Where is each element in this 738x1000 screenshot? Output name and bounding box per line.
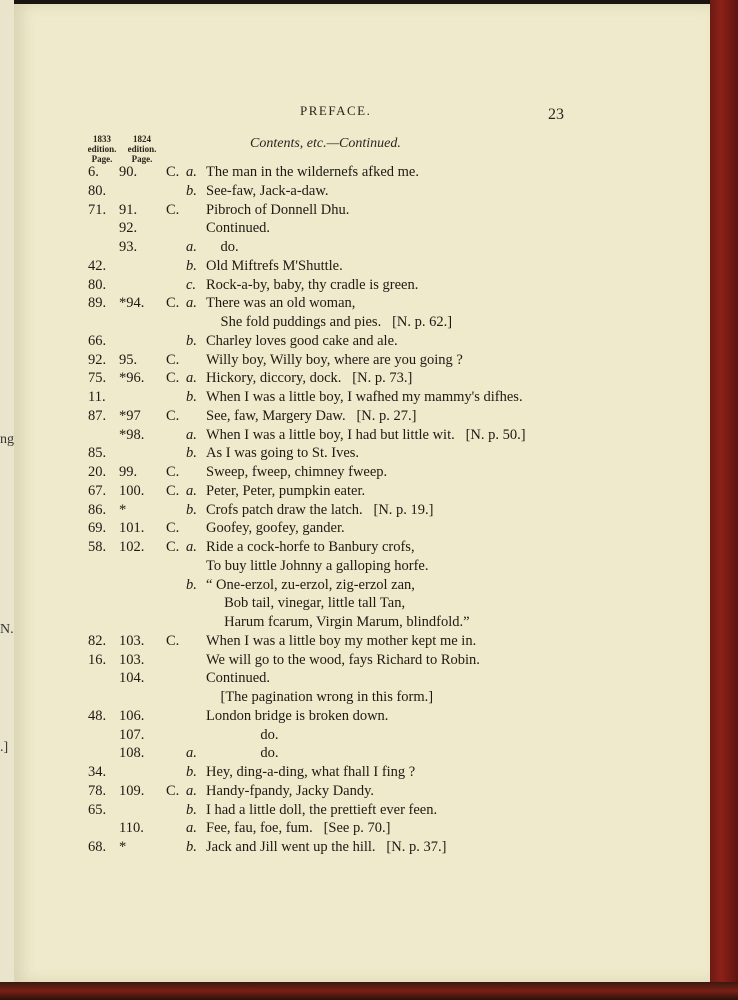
page-1833: 82. (88, 632, 107, 649)
page-1824: *97 (119, 407, 141, 424)
page-1824: 106. (119, 707, 145, 724)
page-number: 23 (548, 106, 564, 123)
entry-text: As I was going to St. Ives. (206, 445, 360, 462)
entry-text: Continued. (206, 220, 271, 237)
c-mark: C. (166, 464, 180, 480)
column-header-1833 (84, 134, 120, 164)
entry-text: Hey, ding-a-ding, what fhall I fing ? (206, 764, 416, 780)
page-1833: 80. (88, 182, 107, 199)
sub-letter: b. (186, 257, 197, 274)
column-header-1824 (124, 134, 160, 164)
entry-text: Hickory, diccory, dock. [N. p. 73.] (206, 370, 413, 387)
c-mark: C. (166, 351, 180, 368)
entry-text: Willy boy, Willy boy, where are you going ? (206, 351, 463, 368)
column-header-line: Page. (131, 154, 153, 164)
sub-letter: a. (186, 482, 197, 499)
page-1833: 11. (88, 389, 106, 405)
c-mark: C. (166, 164, 180, 180)
entry-text: Ride a cock-horfe to Banbury crofs, (206, 539, 415, 555)
entry-text: do. (206, 745, 279, 762)
page-1824: *96. (119, 370, 145, 387)
page-1833: 86. (88, 501, 107, 518)
page-1824: 110. (119, 820, 144, 837)
page-1833: 6. (88, 164, 99, 180)
sub-letter: a. (186, 295, 197, 312)
page-1833: 80. (88, 276, 107, 293)
c-mark: C. (166, 201, 180, 218)
entry-text: She fold puddings and pies. [N. p. 62.] (206, 314, 453, 330)
sub-letter: a. (186, 782, 197, 799)
entry-text: When I was a little boy my mother kept me in. (206, 632, 477, 649)
page-1833: 58. (88, 539, 107, 555)
entry-text: Pibroch of Donnell Dhu. (206, 201, 350, 218)
sub-letter: a. (186, 164, 197, 180)
sub-letter: a. (186, 539, 197, 555)
margin-mark: .] (0, 740, 9, 755)
entry-text: Crofs patch draw the latch. [N. p. 19.] (206, 501, 434, 518)
entry-text: When I was a little boy, I wafhed my mammy's difhes. (206, 389, 523, 405)
page-1833: 75. (88, 370, 107, 387)
sub-letter: b. (186, 801, 197, 818)
sub-letter: a. (186, 745, 197, 762)
page-1824: 91. (119, 201, 138, 218)
sub-letter: a. (186, 239, 197, 255)
entry-text: Jack and Jill went up the hill. [N. p. 37.] (206, 839, 447, 855)
entry-text: Old Miftrefs M'Shuttle. (206, 257, 343, 274)
book-cover-edge (710, 0, 738, 1000)
entry-text: London bridge is broken down. (206, 707, 389, 724)
page-1833: 66. (88, 332, 107, 349)
page-1833: 65. (88, 801, 107, 818)
page-1833: 20. (88, 464, 107, 480)
sub-letter: c. (186, 276, 197, 293)
margin-mark: N. (0, 622, 14, 637)
c-mark: C. (166, 482, 180, 499)
entry-text: Bob tail, vinegar, little tall Tan, (206, 595, 406, 612)
page-1824: 108. (119, 745, 145, 762)
page-1824: 103. (119, 651, 145, 668)
entry-text: Rock-a-by, baby, thy cradle is green. (206, 276, 419, 293)
page-1824: 100. (119, 482, 145, 499)
sub-letter: b. (186, 445, 197, 462)
entry-text: Harum fcarum, Virgin Marum, blindfold.” (206, 614, 470, 630)
sub-letter: b. (186, 501, 197, 518)
entry-text: I had a little doll, the prettieft ever feen. (206, 801, 438, 818)
entry-text: Peter, Peter, pumpkin eater. (206, 482, 366, 499)
sub-letter: b. (186, 576, 197, 593)
sub-letter: a. (186, 370, 197, 387)
entry-text: do. (206, 239, 239, 255)
c-mark: C. (166, 782, 180, 799)
entry-text: [The pagination wrong in this form.] (206, 689, 434, 705)
entry-text: We will go to the wood, fays Richard to Robin. (206, 651, 480, 668)
page-1833: 85. (88, 445, 107, 462)
page-1833: 71. (88, 201, 107, 218)
page-1833: 16. (88, 651, 107, 668)
page-1833: 78. (88, 782, 107, 799)
entry-text: See-faw, Jack-a-daw. (206, 182, 329, 199)
page-1833: 92. (88, 351, 107, 368)
entry-text: Handy-fpandy, Jacky Dandy. (206, 782, 375, 799)
page-1824: 107. (119, 726, 145, 743)
entry-text: There was an old woman, (206, 295, 356, 312)
page-1824: 95. (119, 351, 138, 368)
entry-text: Goofey, goofey, gander. (206, 520, 345, 537)
entry-text: Sweep, fweep, chimney fweep. (206, 464, 388, 480)
page-1824: 109. (119, 782, 145, 799)
c-mark: C. (166, 295, 180, 312)
page-1824: *94. (119, 295, 145, 312)
sub-letter: a. (186, 820, 197, 837)
sub-letter: a. (186, 426, 197, 443)
sub-letter: b. (186, 182, 197, 199)
page-1824: 102. (119, 539, 145, 555)
book-bottom-edge (0, 982, 738, 1000)
entry-text: “ One-erzol, zu-erzol, zig-erzol zan, (206, 576, 415, 593)
sub-letter: b. (186, 764, 197, 780)
page-1824: 103. (119, 632, 145, 649)
page-1833: 42. (88, 257, 107, 274)
running-head: PREFACE. (300, 103, 372, 118)
page-1833: 67. (88, 482, 107, 499)
entry-text: do. (206, 726, 279, 743)
page-1824: 92. (119, 220, 138, 237)
entry-text: Fee, fau, foe, fum. [See p. 70.] (206, 820, 391, 837)
c-mark: C. (166, 370, 180, 387)
page-1824: 104. (119, 670, 145, 687)
page-1824: 99. (119, 464, 138, 480)
c-mark: C. (166, 407, 180, 424)
book-gutter (0, 0, 14, 1000)
page-1824: 101. (119, 520, 145, 537)
entry-text: See, faw, Margery Daw. [N. p. 27.] (206, 407, 417, 424)
entry-text: To buy little Johnny a galloping horfe. (206, 557, 429, 574)
sub-letter: b. (186, 332, 197, 349)
contents-title: Contents, etc.—Continued. (250, 136, 401, 151)
entry-text: When I was a little boy, I had but little wit. [N. p. 50.] (206, 426, 526, 443)
entry-text: Continued. (206, 670, 271, 687)
entry-text: Charley loves good cake and ale. (206, 332, 398, 349)
page-1824: 93. (119, 239, 138, 255)
c-mark: C. (166, 539, 180, 555)
margin-mark: ng (0, 432, 14, 447)
page-1824: * (119, 839, 127, 855)
column-header-line: Page. (91, 154, 113, 164)
page-1824: 90. (119, 164, 138, 180)
column-header-line: 1833 (93, 134, 111, 144)
page-1824: * (119, 501, 127, 518)
page-1833: 48. (88, 707, 107, 724)
sub-letter: b. (186, 389, 197, 405)
c-mark: C. (166, 520, 180, 537)
column-header-line: edition. (127, 144, 157, 154)
page-1824: *98. (119, 426, 145, 443)
page-1833: 69. (88, 520, 107, 537)
entry-text: The man in the wildernefs afked me. (206, 164, 419, 180)
page-1833: 34. (88, 764, 107, 780)
column-header-line: 1824 (133, 134, 151, 144)
page-1833: 89. (88, 295, 107, 312)
column-header-line: edition. (87, 144, 117, 154)
page-1833: 68. (88, 839, 107, 855)
sub-letter: b. (186, 839, 197, 855)
page-1833: 87. (88, 407, 107, 424)
c-mark: C. (166, 632, 180, 649)
